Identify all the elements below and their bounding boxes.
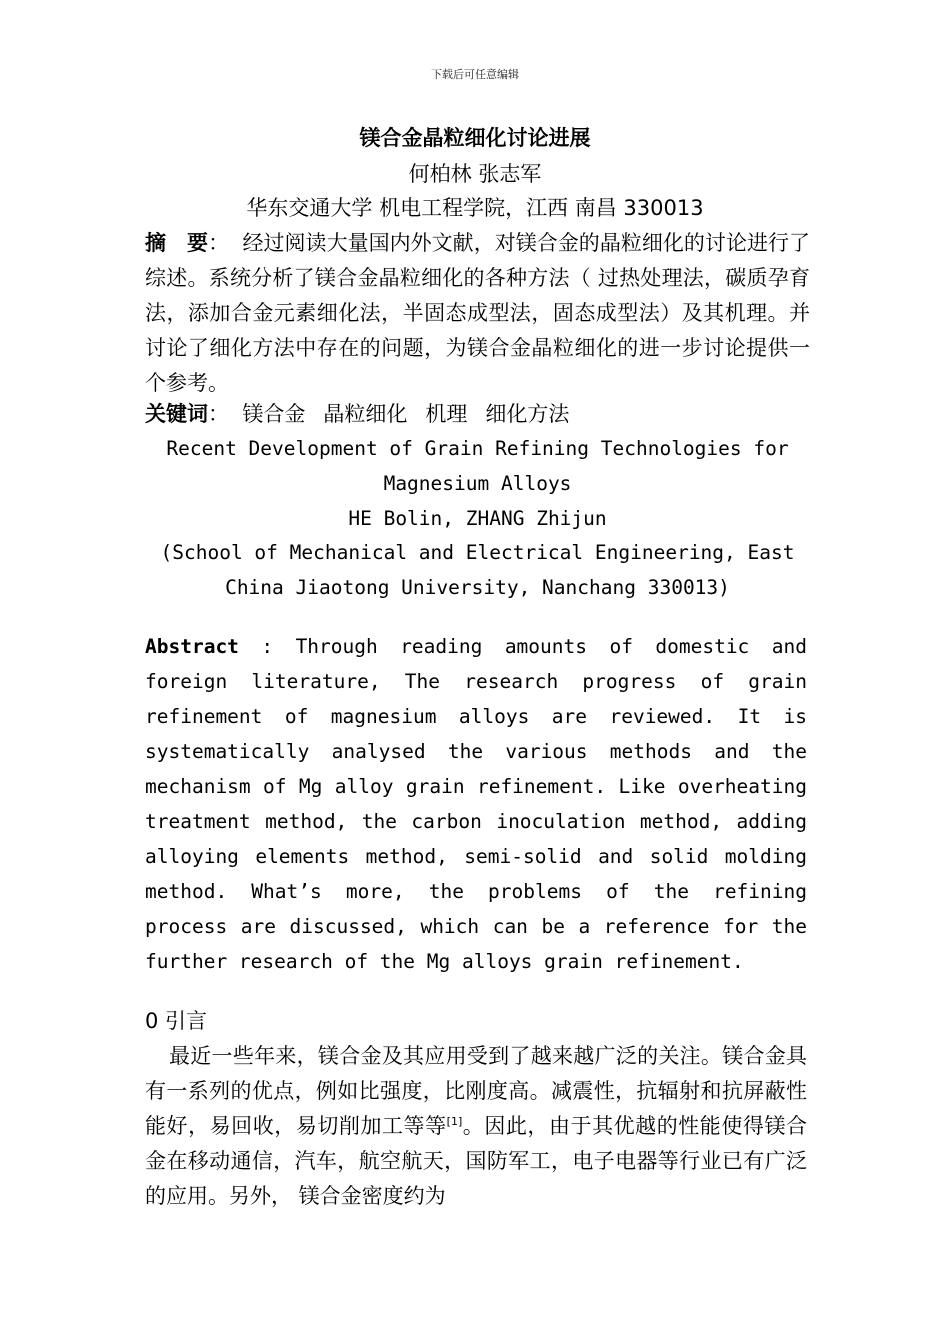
intro-paragraph (145, 1039, 807, 1214)
intro-text-continued: 。因此，由于其优越的性能使得镁合金在移动通信，汽车，航空航天，国防军工，电子电器等行业已有广泛的应用。另外， 镁合金密度约为 (145, 1114, 807, 1208)
affiliation: 华东交通大学 机电工程学院，江西 南昌 330013 (246, 196, 704, 220)
download-note: 下载后可任意编辑 (431, 68, 519, 81)
abstract-cn-label: 摘 要 (145, 231, 209, 255)
authors: 何柏林 张志军 (408, 162, 542, 186)
keyword: 细化方法 (485, 402, 570, 426)
keyword: 机理 (425, 402, 468, 426)
abstract-en-separator: : (238, 635, 296, 658)
english-title: Recent Development of Grain Refining Technologies for Magnesium Alloys (166, 437, 789, 495)
abstract-cn-separator: ： (208, 231, 230, 255)
section-heading: 0 引言 (145, 1009, 208, 1033)
keyword: 晶粒细化 (323, 402, 408, 426)
paper-title: 镁合金晶粒细化讨论进展 (359, 126, 591, 150)
keyword: 镁合金 (242, 402, 306, 426)
abstract-cn-text: 经过阅读大量国内外文献，对镁合金的晶粒细化的讨论进行了综述。系统分析了镁合金晶粒细化的各种方法（ 过热处理法，碳质孕育法，添加合金元素细化法，半固态成型法，固态成型法）及其机理。并讨论了细化方法中存在的问题，为镁合金晶粒细化的进一步讨论提供一个参考。 (145, 231, 811, 395)
english-abstract (145, 629, 807, 979)
intro-text: 最近一些年来，镁合金及其应用受到了越来越广泛的关注。镁合金具有一系列的优点，例如比强度，比刚度高。减震性，抗辐射和抗屏蔽性能好，易回收，易切削加工等等 (145, 1044, 807, 1138)
abstract-en-label: Abstract (145, 635, 239, 658)
english-affiliation: (School of Mechanical and Electrical Engineering, East China Jiaotong University, Nanchang 330013) (160, 541, 795, 599)
citation-ref: [1] (446, 1115, 463, 1128)
keywords-separator: ： (208, 402, 229, 426)
english-authors: HE Bolin, ZHANG Zhijun (348, 507, 607, 530)
chinese-abstract (145, 226, 810, 401)
keywords-label: 关键词 (145, 402, 208, 426)
keywords (145, 397, 810, 432)
abstract-en-text: Through reading amounts of domestic and foreign literature, The research progress of grain refinement of magnesium alloys are reviewed. It is systematically analysed the various methods and the mechanism of Mg alloy grain refinement. Like overheating treatment method, the carbon inoculation method, adding alloying elements method, semi-solid and solid molding method. What’s more, the problems of the refining process are discussed, which can be a reference for the further research of the Mg alloys grain refinement. (145, 635, 807, 973)
